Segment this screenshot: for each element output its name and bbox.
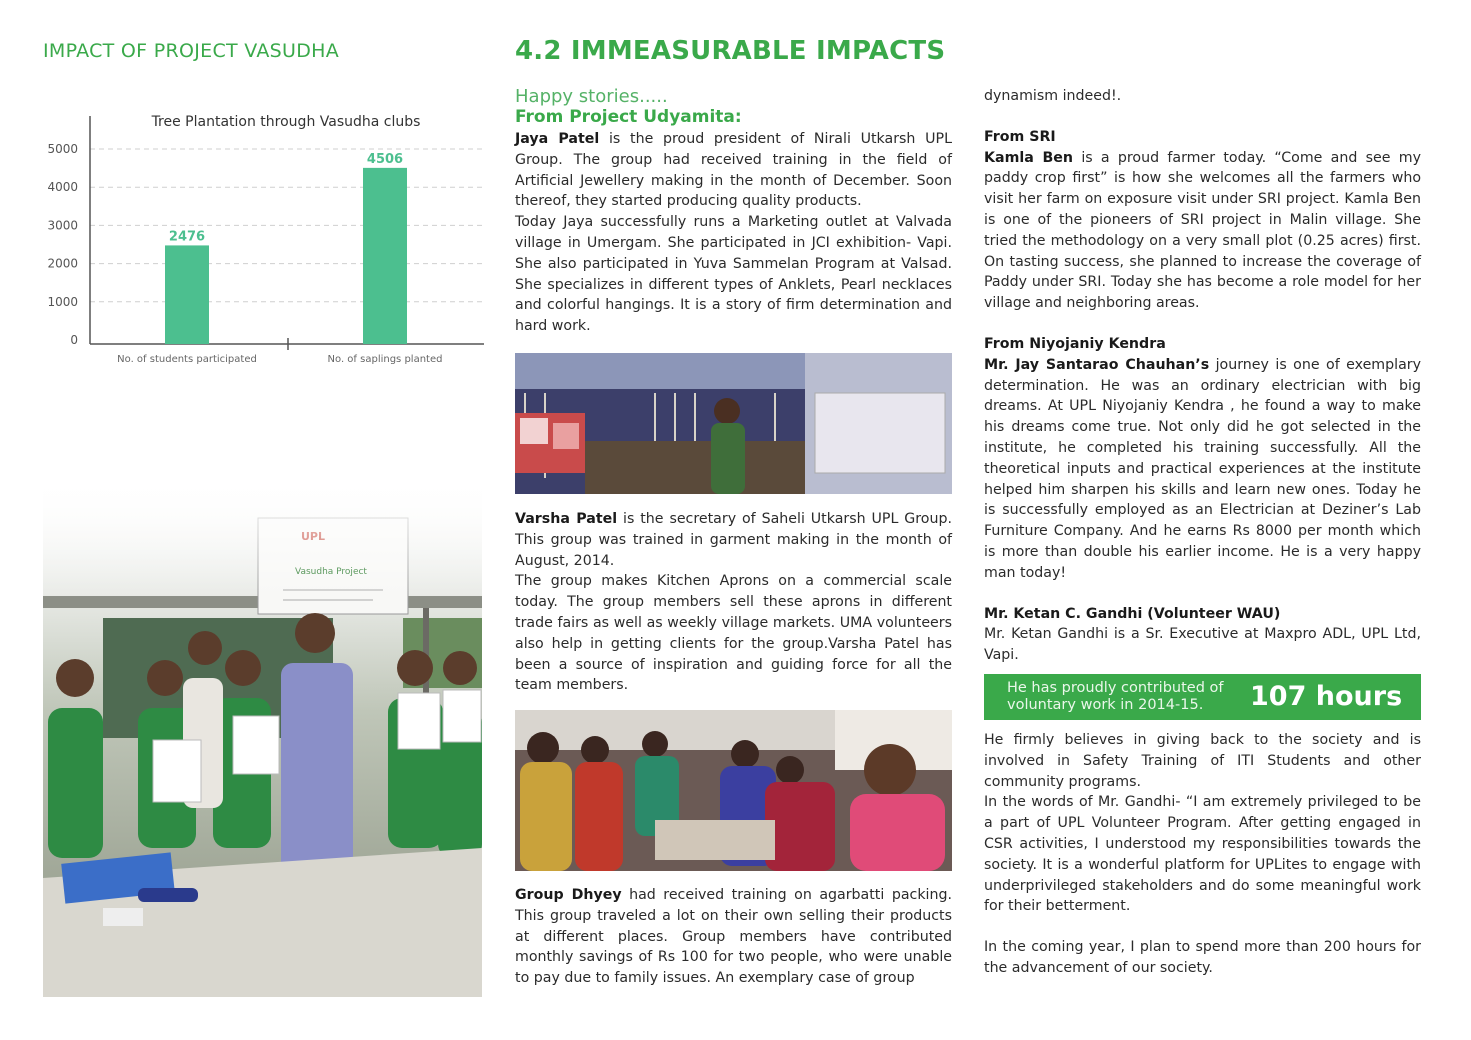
y-tick-label: 1000 xyxy=(47,294,78,309)
ketan-paragraph-3: In the words of Mr. Gandhi- “I am extremely privileged to be a part of UPL Volunteer Program. After getting engaged in CSR activities, I understood my responsibilities towards the society. It is a wonderful platform for UPLites to engage with underprivileged stakeholders and do some meaningful work for their betterment. xyxy=(984,794,1421,915)
ketan-paragraph-4: In the coming year, I plan to spend more than 200 hours for the advancement of our society. xyxy=(984,939,1421,976)
jaya-paragraph-2: Today Jaya successfully runs a Marketing outlet at Valvada village in Umergam. She participated in JCI exhibition- Vapi. She also participated in Yuva Sammelan Program at Valsad. She specializes in different types of Anklets, Pearl necklaces and colorful hangings. It is a story of firm determination and hard work. xyxy=(515,214,952,335)
apron-group-photo xyxy=(515,710,952,871)
volunteer-hours-banner xyxy=(984,674,1421,720)
page-title: 4.2 IMMEASURABLE IMPACTS xyxy=(515,36,946,66)
middle-column xyxy=(515,86,952,337)
x-category-label: No. of students participated xyxy=(117,354,257,365)
dhyey-text: had received training on agarbatti packing. This group traveled a lot on their own selling their products at different places. Group members have contributed monthly savings of Rs 100 for two people, who were unable to pay due to family issues. An exemplary case of group xyxy=(515,887,952,987)
banner-text: He has proudly contributed of voluntary work in 2014-15. xyxy=(1007,679,1224,713)
jay-paragraph xyxy=(984,355,1421,584)
group-photo-vasudha xyxy=(43,478,482,997)
varsha-block xyxy=(515,509,952,696)
ketan-paragraph-2: He firmly believes in giving back to the society and is involved in Safety Training of ITI Students and other community programs. xyxy=(984,731,1421,790)
jewellery-stall-photo xyxy=(515,353,952,494)
dhyey-block xyxy=(515,885,952,989)
jay-text: journey is one of exemplary determination. He was an ordinary electrician with big dreams. At UPL Niyojaniy Kendra , he found a way to make his dreams come true. Not only did he got selected in the institute, he completed his training successfully. All the theoretical inputs and practical experiences at the institute helped him sharpen his skills and learn new ones. Today he is successfully employed as an Electrician at Deziner’s Lab Furniture Company. And he earns Rs 8000 per month which is more than double his earlier income. He is a very happy man today! xyxy=(984,356,1421,581)
kamla-text: is a proud farmer today. “Come and see my paddy crop first” is how she welcomes all the farmers who visit her farm on exposure visit under SRI project. Kamla Ben is one of the pioneers of SRI project in Malin village. She tried the methodology on a very small plot (0.25 acres) first. On tasting success, she planned to increase the coverage of Paddy under SRI. Today she has become a role model for her village and neighboring areas. xyxy=(984,149,1421,312)
varsha-text: is the secretary of Saheli Utkarsh UPL Group. This group was trained in garment making in the month of August, 2014. xyxy=(515,511,952,569)
y-tick-label: 0 xyxy=(70,333,78,347)
jaya-name: Jaya Patel xyxy=(515,131,600,147)
kamla-paragraph xyxy=(984,148,1421,314)
varsha-paragraph xyxy=(515,509,952,571)
y-tick-label: 4000 xyxy=(47,180,78,195)
bar-value-label: 2476 xyxy=(168,229,206,245)
tree-plantation-chart xyxy=(40,100,490,370)
varsha-name: Varsha Patel xyxy=(515,511,618,527)
dhyey-name: Group Dhyey xyxy=(515,887,622,903)
jay-name: Mr. Jay Santarao Chauhan’s xyxy=(984,356,1210,373)
jaya-text: is the proud president of Nirali Utkarsh UPL Group. The group had received training in the field of Artificial Jewellery making in the month of December. Soon thereof, they started producing quality products. xyxy=(515,131,952,210)
y-tick-label: 3000 xyxy=(47,218,78,233)
bar xyxy=(165,245,209,344)
sri-heading: From SRI xyxy=(984,128,1056,145)
bar-value-label: 4506 xyxy=(366,151,404,167)
ketan-heading: Mr. Ketan C. Gandhi (Volunteer WAU) xyxy=(984,605,1281,622)
y-tick-label: 2000 xyxy=(47,256,78,271)
kamla-name: Kamla Ben xyxy=(984,149,1074,166)
x-category-label: No. of saplings planted xyxy=(327,354,443,365)
y-tick-label: 5000 xyxy=(47,142,78,156)
dhyey-paragraph xyxy=(515,885,952,989)
niyojaniy-heading: From Niyojaniy Kendra xyxy=(984,335,1166,352)
section-heading: IMPACT OF PROJECT VASUDHA xyxy=(43,40,340,62)
varsha-paragraph-2: The group makes Kitchen Aprons on a commercial scale today. The group members sell these aprons in different trade fairs as well as weekly village markets. UMA volunteers also help in getting clients for the group.Varsha Patel has been a source of inspiration and guiding force for all the team members. xyxy=(515,573,952,694)
bar xyxy=(363,168,407,344)
right-column xyxy=(984,86,1421,979)
chart-title: Tree Plantation through Vasudha clubs xyxy=(151,114,421,130)
dhyey-continuation: dynamism indeed!. xyxy=(984,88,1122,104)
banner-hours: 107 hours xyxy=(1250,681,1403,713)
happy-stories-heading: Happy stories..... xyxy=(515,86,668,107)
jaya-paragraph xyxy=(515,129,952,212)
udyamita-heading: From Project Udyamita: xyxy=(515,107,742,127)
ketan-paragraph-1: Mr. Ketan Gandhi is a Sr. Executive at Maxpro ADL, UPL Ltd, Vapi. xyxy=(984,626,1421,664)
